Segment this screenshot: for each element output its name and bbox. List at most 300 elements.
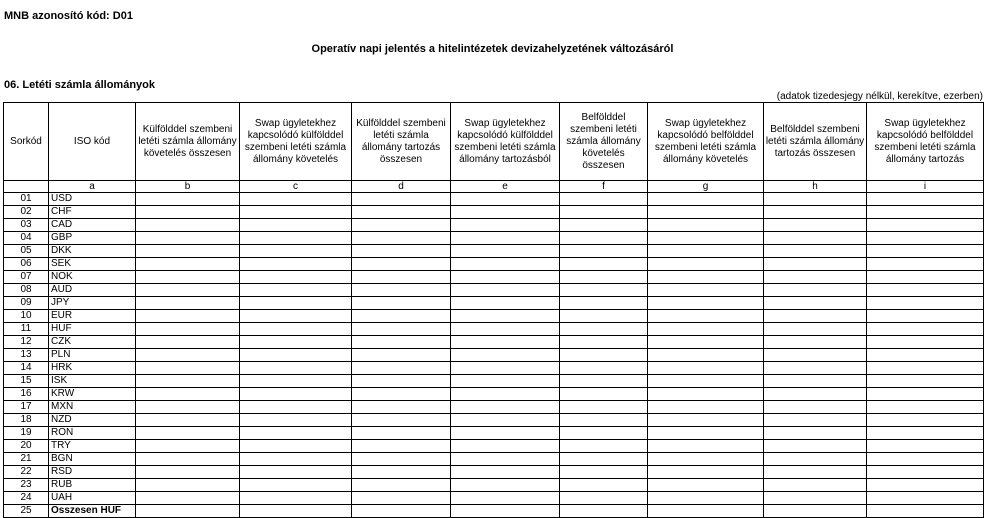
cell-h[interactable]	[764, 440, 867, 453]
cell-f[interactable]	[560, 232, 648, 245]
cell-e[interactable]	[451, 427, 560, 440]
cell-d[interactable]	[352, 440, 451, 453]
cell-h[interactable]	[764, 375, 867, 388]
cell-b[interactable]	[136, 427, 240, 440]
cell-e[interactable]	[451, 414, 560, 427]
cell-b[interactable]	[136, 466, 240, 479]
cell-i[interactable]	[867, 323, 984, 336]
cell-h[interactable]	[764, 271, 867, 284]
iso-code: USD	[49, 193, 136, 206]
row-code: 18	[4, 414, 49, 427]
iso-code: ISK	[49, 375, 136, 388]
row-code: 04	[4, 232, 49, 245]
cell-d[interactable]	[352, 232, 451, 245]
cell-c[interactable]	[240, 232, 352, 245]
table-row	[4, 193, 984, 206]
iso-code: CAD	[49, 219, 136, 232]
cell-b[interactable]	[136, 375, 240, 388]
cell-c[interactable]	[240, 388, 352, 401]
cell-d[interactable]	[352, 271, 451, 284]
cell-d[interactable]	[352, 193, 451, 206]
cell-h[interactable]	[764, 297, 867, 310]
row-code: 11	[4, 323, 49, 336]
table-row	[4, 492, 984, 505]
cell-b[interactable]	[136, 336, 240, 349]
cell-c[interactable]	[240, 310, 352, 323]
cell-e[interactable]	[451, 479, 560, 492]
iso-code: RON	[49, 427, 136, 440]
cell-c[interactable]	[240, 505, 352, 518]
cell-f[interactable]	[560, 362, 648, 375]
row-code: 17	[4, 401, 49, 414]
cell-i[interactable]	[867, 219, 984, 232]
cell-h[interactable]	[764, 427, 867, 440]
cell-g[interactable]	[648, 284, 764, 297]
table-row	[4, 258, 984, 271]
row-code: 19	[4, 427, 49, 440]
cell-c[interactable]	[240, 297, 352, 310]
cell-d[interactable]	[352, 219, 451, 232]
cell-e[interactable]	[451, 258, 560, 271]
cell-h[interactable]	[764, 505, 867, 518]
row-code: 07	[4, 271, 49, 284]
cell-h[interactable]	[764, 388, 867, 401]
cell-b[interactable]	[136, 323, 240, 336]
cell-g[interactable]	[648, 414, 764, 427]
table-row	[4, 505, 984, 518]
cell-i[interactable]	[867, 336, 984, 349]
cell-b[interactable]	[136, 401, 240, 414]
cell-g[interactable]	[648, 245, 764, 258]
cell-b[interactable]	[136, 414, 240, 427]
cell-e[interactable]	[451, 492, 560, 505]
cell-c[interactable]	[240, 466, 352, 479]
cell-d[interactable]	[352, 466, 451, 479]
column-header-f: Belfölddel szembeni letéti számla állomány követelés összesen	[560, 103, 648, 181]
cell-d[interactable]	[352, 297, 451, 310]
column-header-g: Swap ügyletekhez kapcsolódó belfölddel szembeni letéti számla állomány követelés	[648, 103, 764, 181]
cell-b[interactable]	[136, 453, 240, 466]
cell-f[interactable]	[560, 466, 648, 479]
cell-h[interactable]	[764, 401, 867, 414]
cell-d[interactable]	[352, 388, 451, 401]
column-header-h: Belfölddel szembeni letéti számla állomány tartozás összesen	[764, 103, 867, 181]
cell-e[interactable]	[451, 284, 560, 297]
cell-h[interactable]	[764, 414, 867, 427]
row-code: 23	[4, 479, 49, 492]
cell-g[interactable]	[648, 258, 764, 271]
table-row	[4, 297, 984, 310]
row-code: 05	[4, 245, 49, 258]
cell-e[interactable]	[451, 219, 560, 232]
column-letter: i	[867, 181, 984, 193]
table-row	[4, 440, 984, 453]
table-row	[4, 336, 984, 349]
cell-h[interactable]	[764, 323, 867, 336]
cell-c[interactable]	[240, 323, 352, 336]
cell-g[interactable]	[648, 375, 764, 388]
cell-c[interactable]	[240, 362, 352, 375]
table-row	[4, 349, 984, 362]
row-code: 15	[4, 375, 49, 388]
table-row	[4, 375, 984, 388]
cell-i[interactable]	[867, 362, 984, 375]
cell-h[interactable]	[764, 349, 867, 362]
cell-e[interactable]	[451, 310, 560, 323]
table-row	[4, 219, 984, 232]
cell-d[interactable]	[352, 414, 451, 427]
table-row	[4, 271, 984, 284]
cell-i[interactable]	[867, 297, 984, 310]
cell-g[interactable]	[648, 362, 764, 375]
cell-b[interactable]	[136, 349, 240, 362]
cell-d[interactable]	[352, 362, 451, 375]
cell-c[interactable]	[240, 284, 352, 297]
cell-i[interactable]	[867, 453, 984, 466]
cell-e[interactable]	[451, 349, 560, 362]
iso-code: UAH	[49, 492, 136, 505]
iso-code: NOK	[49, 271, 136, 284]
cell-g[interactable]	[648, 388, 764, 401]
cell-b[interactable]	[136, 284, 240, 297]
cell-b[interactable]	[136, 388, 240, 401]
cell-f[interactable]	[560, 479, 648, 492]
cell-d[interactable]	[352, 427, 451, 440]
cell-e[interactable]	[451, 232, 560, 245]
cell-h[interactable]	[764, 336, 867, 349]
cell-i[interactable]	[867, 375, 984, 388]
column-letter: g	[648, 181, 764, 193]
row-code: 20	[4, 440, 49, 453]
cell-g[interactable]	[648, 440, 764, 453]
column-header-d: Külfölddel szembeni letéti számla állomány tartozás összesen	[352, 103, 451, 181]
table-row	[4, 427, 984, 440]
cell-c[interactable]	[240, 349, 352, 362]
row-code: 22	[4, 466, 49, 479]
cell-d[interactable]	[352, 453, 451, 466]
column-header-b: Külfölddel szembeni letéti számla állomány követelés összesen	[136, 103, 240, 181]
cell-b[interactable]	[136, 297, 240, 310]
cell-i[interactable]	[867, 414, 984, 427]
cell-h[interactable]	[764, 362, 867, 375]
report-code: MNB azonosító kód: D01	[4, 10, 133, 22]
cell-i[interactable]	[867, 479, 984, 492]
column-letter: f	[560, 181, 648, 193]
cell-d[interactable]	[352, 401, 451, 414]
cell-e[interactable]	[451, 362, 560, 375]
cell-b[interactable]	[136, 492, 240, 505]
row-code: 12	[4, 336, 49, 349]
row-code: 16	[4, 388, 49, 401]
cell-e[interactable]	[451, 453, 560, 466]
cell-g[interactable]	[648, 492, 764, 505]
cell-d[interactable]	[352, 310, 451, 323]
column-header-sorkod: Sorkód	[4, 103, 49, 181]
cell-i[interactable]	[867, 440, 984, 453]
cell-i[interactable]	[867, 258, 984, 271]
cell-b[interactable]	[136, 206, 240, 219]
units-note: (adatok tizedesjegy nélkül, kerekítve, ezerben)	[776, 91, 983, 102]
cell-f[interactable]	[560, 206, 648, 219]
cell-f[interactable]	[560, 310, 648, 323]
cell-g[interactable]	[648, 466, 764, 479]
cell-g[interactable]	[648, 206, 764, 219]
cell-b[interactable]	[136, 362, 240, 375]
cell-b[interactable]	[136, 258, 240, 271]
cell-d[interactable]	[352, 284, 451, 297]
row-code: 06	[4, 258, 49, 271]
iso-code: CZK	[49, 336, 136, 349]
cell-d[interactable]	[352, 492, 451, 505]
cell-d[interactable]	[352, 336, 451, 349]
cell-d[interactable]	[352, 479, 451, 492]
deposit-account-table	[3, 102, 984, 518]
iso-code: Összesen HUF	[49, 505, 136, 518]
iso-code: RUB	[49, 479, 136, 492]
cell-g[interactable]	[648, 193, 764, 206]
iso-code: PLN	[49, 349, 136, 362]
table-row	[4, 388, 984, 401]
table-row	[4, 466, 984, 479]
cell-h[interactable]	[764, 492, 867, 505]
cell-i[interactable]	[867, 271, 984, 284]
iso-code: MXN	[49, 401, 136, 414]
cell-f[interactable]	[560, 349, 648, 362]
cell-g[interactable]	[648, 505, 764, 518]
column-letter	[4, 181, 49, 193]
cell-b[interactable]	[136, 193, 240, 206]
column-letter: h	[764, 181, 867, 193]
row-code: 13	[4, 349, 49, 362]
cell-c[interactable]	[240, 414, 352, 427]
table-row	[4, 479, 984, 492]
cell-b[interactable]	[136, 245, 240, 258]
cell-g[interactable]	[648, 219, 764, 232]
cell-f[interactable]	[560, 388, 648, 401]
column-header-iso: ISO kód	[49, 103, 136, 181]
cell-h[interactable]	[764, 310, 867, 323]
table-row	[4, 232, 984, 245]
table-row	[4, 401, 984, 414]
cell-h[interactable]	[764, 453, 867, 466]
cell-i[interactable]	[867, 466, 984, 479]
cell-f[interactable]	[560, 505, 648, 518]
iso-code: KRW	[49, 388, 136, 401]
cell-f[interactable]	[560, 453, 648, 466]
cell-e[interactable]	[451, 336, 560, 349]
cell-d[interactable]	[352, 258, 451, 271]
cell-h[interactable]	[764, 206, 867, 219]
cell-i[interactable]	[867, 492, 984, 505]
column-letter: e	[451, 181, 560, 193]
iso-code: SEK	[49, 258, 136, 271]
cell-c[interactable]	[240, 336, 352, 349]
cell-f[interactable]	[560, 297, 648, 310]
cell-h[interactable]	[764, 245, 867, 258]
row-code: 08	[4, 284, 49, 297]
column-letter: a	[49, 181, 136, 193]
cell-f[interactable]	[560, 414, 648, 427]
table-row	[4, 414, 984, 427]
row-code: 24	[4, 492, 49, 505]
cell-b[interactable]	[136, 232, 240, 245]
cell-g[interactable]	[648, 297, 764, 310]
cell-c[interactable]	[240, 219, 352, 232]
cell-f[interactable]	[560, 284, 648, 297]
iso-code: CHF	[49, 206, 136, 219]
table-row	[4, 310, 984, 323]
cell-f[interactable]	[560, 271, 648, 284]
iso-code: JPY	[49, 297, 136, 310]
cell-e[interactable]	[451, 245, 560, 258]
cell-h[interactable]	[764, 258, 867, 271]
cell-h[interactable]	[764, 466, 867, 479]
cell-e[interactable]	[451, 505, 560, 518]
cell-c[interactable]	[240, 453, 352, 466]
table-row	[4, 453, 984, 466]
row-code: 21	[4, 453, 49, 466]
cell-f[interactable]	[560, 323, 648, 336]
cell-f[interactable]	[560, 401, 648, 414]
cell-f[interactable]	[560, 258, 648, 271]
cell-d[interactable]	[352, 505, 451, 518]
cell-e[interactable]	[451, 193, 560, 206]
cell-e[interactable]	[451, 323, 560, 336]
column-letter: c	[240, 181, 352, 193]
cell-b[interactable]	[136, 219, 240, 232]
cell-c[interactable]	[240, 245, 352, 258]
cell-i[interactable]	[867, 388, 984, 401]
cell-i[interactable]	[867, 232, 984, 245]
cell-f[interactable]	[560, 375, 648, 388]
cell-c[interactable]	[240, 479, 352, 492]
iso-code: BGN	[49, 453, 136, 466]
cell-b[interactable]	[136, 440, 240, 453]
cell-i[interactable]	[867, 427, 984, 440]
cell-f[interactable]	[560, 336, 648, 349]
iso-code: EUR	[49, 310, 136, 323]
cell-d[interactable]	[352, 375, 451, 388]
cell-i[interactable]	[867, 310, 984, 323]
cell-h[interactable]	[764, 479, 867, 492]
cell-e[interactable]	[451, 388, 560, 401]
cell-c[interactable]	[240, 193, 352, 206]
cell-f[interactable]	[560, 440, 648, 453]
cell-g[interactable]	[648, 453, 764, 466]
cell-g[interactable]	[648, 336, 764, 349]
cell-g[interactable]	[648, 479, 764, 492]
cell-i[interactable]	[867, 245, 984, 258]
cell-g[interactable]	[648, 310, 764, 323]
row-code: 09	[4, 297, 49, 310]
cell-h[interactable]	[764, 193, 867, 206]
cell-c[interactable]	[240, 271, 352, 284]
cell-e[interactable]	[451, 440, 560, 453]
cell-g[interactable]	[648, 271, 764, 284]
cell-g[interactable]	[648, 401, 764, 414]
report-title: Operatív napi jelentés a hitelintézetek devizahelyzetének változásáról	[311, 43, 674, 55]
row-code: 10	[4, 310, 49, 323]
column-header-e: Swap ügyletekhez kapcsolódó külfölddel szembeni letéti számla állomány tartozásból	[451, 103, 560, 181]
table-row	[4, 245, 984, 258]
table-row	[4, 323, 984, 336]
row-code: 02	[4, 206, 49, 219]
cell-f[interactable]	[560, 219, 648, 232]
cell-h[interactable]	[764, 232, 867, 245]
cell-i[interactable]	[867, 284, 984, 297]
row-code: 03	[4, 219, 49, 232]
cell-f[interactable]	[560, 492, 648, 505]
cell-e[interactable]	[451, 271, 560, 284]
cell-i[interactable]	[867, 193, 984, 206]
iso-code: AUD	[49, 284, 136, 297]
cell-d[interactable]	[352, 245, 451, 258]
cell-d[interactable]	[352, 349, 451, 362]
column-letter: d	[352, 181, 451, 193]
row-code: 01	[4, 193, 49, 206]
cell-e[interactable]	[451, 206, 560, 219]
cell-e[interactable]	[451, 375, 560, 388]
cell-f[interactable]	[560, 245, 648, 258]
iso-code: GBP	[49, 232, 136, 245]
cell-c[interactable]	[240, 206, 352, 219]
cell-g[interactable]	[648, 232, 764, 245]
cell-i[interactable]	[867, 206, 984, 219]
cell-b[interactable]	[136, 505, 240, 518]
column-header-c: Swap ügyletekhez kapcsolódó külfölddel szembeni letéti számla állomány követelés	[240, 103, 352, 181]
cell-i[interactable]	[867, 349, 984, 362]
cell-b[interactable]	[136, 310, 240, 323]
row-code: 14	[4, 362, 49, 375]
cell-g[interactable]	[648, 323, 764, 336]
column-letter: b	[136, 181, 240, 193]
cell-h[interactable]	[764, 219, 867, 232]
cell-g[interactable]	[648, 349, 764, 362]
cell-f[interactable]	[560, 193, 648, 206]
cell-b[interactable]	[136, 271, 240, 284]
iso-code: DKK	[49, 245, 136, 258]
table-row	[4, 284, 984, 297]
column-header-i: Swap ügyletekhez kapcsolódó belfölddel szembeni letéti számla állomány tartozás	[867, 103, 984, 181]
table-row	[4, 362, 984, 375]
cell-c[interactable]	[240, 427, 352, 440]
iso-code: TRY	[49, 440, 136, 453]
cell-d[interactable]	[352, 323, 451, 336]
cell-i[interactable]	[867, 401, 984, 414]
section-title: 06. Letéti számla állományok	[4, 79, 156, 91]
cell-c[interactable]	[240, 258, 352, 271]
cell-e[interactable]	[451, 466, 560, 479]
iso-code: RSD	[49, 466, 136, 479]
cell-f[interactable]	[560, 427, 648, 440]
cell-c[interactable]	[240, 401, 352, 414]
iso-code: HRK	[49, 362, 136, 375]
cell-d[interactable]	[352, 206, 451, 219]
iso-code: NZD	[49, 414, 136, 427]
cell-c[interactable]	[240, 440, 352, 453]
cell-i[interactable]	[867, 505, 984, 518]
cell-c[interactable]	[240, 375, 352, 388]
cell-h[interactable]	[764, 284, 867, 297]
cell-b[interactable]	[136, 479, 240, 492]
table-row	[4, 206, 984, 219]
cell-g[interactable]	[648, 427, 764, 440]
cell-e[interactable]	[451, 401, 560, 414]
row-code: 25	[4, 505, 49, 518]
cell-c[interactable]	[240, 492, 352, 505]
iso-code: HUF	[49, 323, 136, 336]
cell-e[interactable]	[451, 297, 560, 310]
